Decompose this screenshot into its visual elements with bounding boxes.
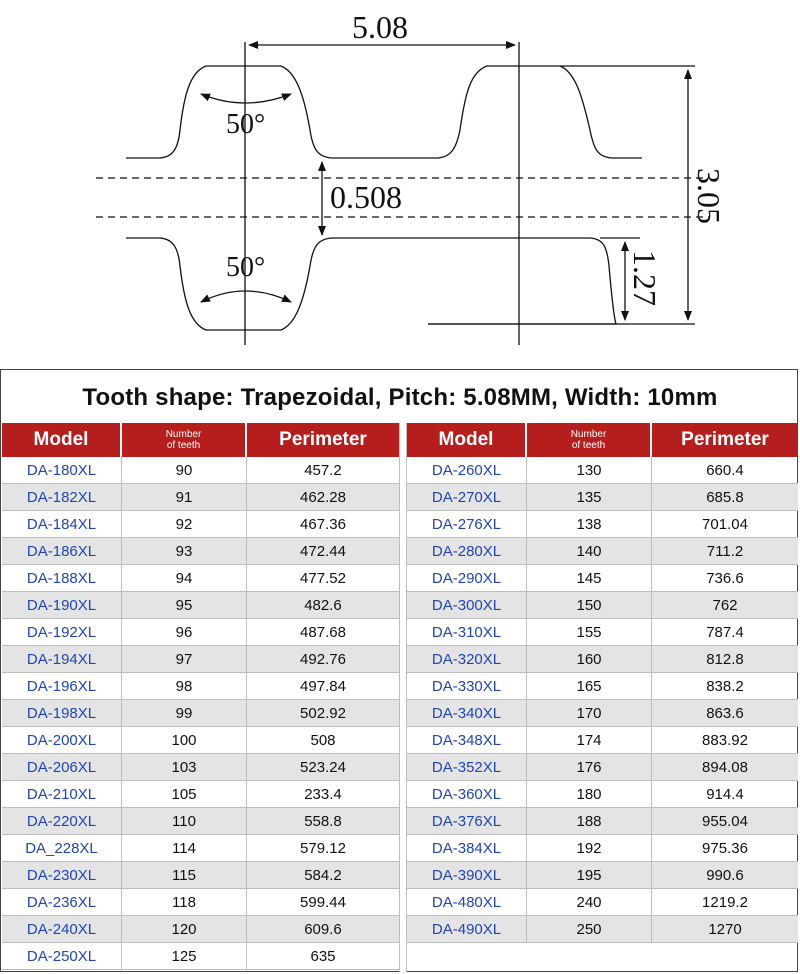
model-cell: DA-210XL <box>2 781 122 807</box>
perimeter-cell: 711.2 <box>706 542 744 560</box>
table-row <box>2 889 399 916</box>
table-row <box>2 484 399 511</box>
perimeter-cell: 635 <box>310 947 336 965</box>
teeth-cell: 174 <box>527 727 652 753</box>
model-cell: DA-250XL <box>2 943 122 969</box>
table-row <box>407 619 798 646</box>
perimeter-cell: 914.4 <box>706 785 744 803</box>
teeth-cell: 91 <box>122 484 247 510</box>
header-teeth: Number of teeth <box>527 423 652 457</box>
model-cell: DA-184XL <box>2 511 122 537</box>
perimeter-cell: 701.04 <box>702 515 748 533</box>
teeth-cell: 150 <box>527 592 652 618</box>
perimeter-cell: 558.8 <box>304 812 342 830</box>
model-cell: DA-300XL <box>407 592 527 618</box>
perimeter-cell: 975.36 <box>702 839 748 857</box>
model-cell: DA-280XL <box>407 538 527 564</box>
model-cell: DA-360XL <box>407 781 527 807</box>
table-row <box>407 511 798 538</box>
perimeter-cell: 609.6 <box>304 920 342 938</box>
left-table <box>2 423 399 970</box>
table-row <box>2 457 399 484</box>
teeth-cell: 125 <box>122 943 247 969</box>
perimeter-cell: 955.04 <box>702 812 748 830</box>
model-cell: DA-340XL <box>407 700 527 726</box>
teeth-cell: 250 <box>527 916 652 942</box>
model-cell: DA-260XL <box>407 457 527 483</box>
teeth-cell: 240 <box>527 889 652 915</box>
teeth-cell: 155 <box>527 619 652 645</box>
teeth-cell: 92 <box>122 511 247 537</box>
perimeter-cell: 472.44 <box>300 542 346 560</box>
table-row <box>2 565 399 592</box>
lower-angle-arc <box>201 291 291 302</box>
perimeter-cell: 502.92 <box>300 704 346 722</box>
perimeter-cell: 599.44 <box>300 893 346 911</box>
perimeter-cell: 812.8 <box>706 650 744 668</box>
header-perimeter: Perimeter <box>279 429 367 450</box>
table-row <box>2 754 399 781</box>
teeth-cell: 99 <box>122 700 247 726</box>
left-table-body <box>2 457 399 970</box>
model-cell: DA-276XL <box>407 511 527 537</box>
teeth-cell: 145 <box>527 565 652 591</box>
model-cell: DA-352XL <box>407 754 527 780</box>
perimeter-cell: 685.8 <box>706 488 744 506</box>
teeth-cell: 188 <box>527 808 652 834</box>
table-row <box>2 511 399 538</box>
perimeter-cell: 467.36 <box>300 515 346 533</box>
perimeter-cell: 787.4 <box>706 623 744 641</box>
teeth-cell: 192 <box>527 835 652 861</box>
table-title: Tooth shape: Trapezoidal, Pitch: 5.08MM, Width: 10mm <box>82 384 718 411</box>
perimeter-cell: 660.4 <box>706 461 744 479</box>
teeth-cell: 118 <box>122 889 247 915</box>
teeth-cell: 103 <box>122 754 247 780</box>
header-model: Model <box>407 423 527 457</box>
upper-belt-profile <box>126 66 642 158</box>
model-cell: DA-230XL <box>2 862 122 888</box>
perimeter-cell: 863.6 <box>706 704 744 722</box>
teeth-cell: 176 <box>527 754 652 780</box>
perimeter-cell: 492.76 <box>300 650 346 668</box>
model-cell: DA-180XL <box>2 457 122 483</box>
table-row <box>2 835 399 862</box>
perimeter-cell: 497.84 <box>300 677 346 695</box>
table-row <box>407 862 798 889</box>
model-cell: DA-192XL <box>2 619 122 645</box>
table-row <box>2 916 399 943</box>
model-cell: DA-310XL <box>407 619 527 645</box>
lower-angle-label: 50° <box>226 252 266 283</box>
perimeter-cell: 482.6 <box>304 596 342 614</box>
perimeter-cell: 579.12 <box>300 839 346 857</box>
teeth-cell: 138 <box>527 511 652 537</box>
perimeter-cell: 1270 <box>708 920 742 938</box>
column-separator <box>399 423 407 972</box>
lower-belt-profile <box>126 238 616 330</box>
model-cell: DA-490XL <box>407 916 527 942</box>
teeth-cell: 130 <box>527 457 652 483</box>
table-row <box>2 700 399 727</box>
table-row <box>407 916 798 943</box>
model-cell: DA-384XL <box>407 835 527 861</box>
model-cell: DA-194XL <box>2 646 122 672</box>
table-row <box>407 457 798 484</box>
table-row <box>407 538 798 565</box>
total-height-label: 3.05 <box>691 168 727 224</box>
perimeter-cell: 508 <box>310 731 336 749</box>
table-row <box>2 781 399 808</box>
teeth-cell: 105 <box>122 781 247 807</box>
upper-angle-arc <box>201 94 291 103</box>
teeth-cell: 170 <box>527 700 652 726</box>
right-table-header <box>407 423 798 457</box>
perimeter-cell: 762 <box>712 596 738 614</box>
model-cell: DA-240XL <box>2 916 122 942</box>
model-cell: DA-206XL <box>2 754 122 780</box>
right-table <box>407 423 798 943</box>
teeth-cell: 114 <box>122 835 247 861</box>
table-row <box>2 862 399 889</box>
model-cell: DA-376XL <box>407 808 527 834</box>
perimeter-cell: 487.68 <box>300 623 346 641</box>
model-cell: DA-200XL <box>2 727 122 753</box>
model-cell: DA-198XL <box>2 700 122 726</box>
table-row <box>2 538 399 565</box>
model-cell: DA-190XL <box>2 592 122 618</box>
teeth-cell: 135 <box>527 484 652 510</box>
teeth-cell: 100 <box>122 727 247 753</box>
model-cell: DA-186XL <box>2 538 122 564</box>
teeth-cell: 140 <box>527 538 652 564</box>
pitch-label: 5.08 <box>352 9 408 45</box>
table-row <box>2 646 399 673</box>
table-row <box>407 484 798 511</box>
table-row <box>407 781 798 808</box>
perimeter-cell: 1219.2 <box>702 893 748 911</box>
model-cell: DA-348XL <box>407 727 527 753</box>
model-cell: DA-290XL <box>407 565 527 591</box>
model-cell: DA-236XL <box>2 889 122 915</box>
perimeter-cell: 233.4 <box>304 785 342 803</box>
teeth-cell: 195 <box>527 862 652 888</box>
perimeter-cell: 457.2 <box>304 461 342 479</box>
model-cell: DA-390XL <box>407 862 527 888</box>
teeth-cell: 96 <box>122 619 247 645</box>
teeth-cell: 115 <box>122 862 247 888</box>
perimeter-cell: 883.92 <box>702 731 748 749</box>
table-row <box>2 943 399 970</box>
teeth-cell: 160 <box>527 646 652 672</box>
table-row <box>407 565 798 592</box>
teeth-cell: 94 <box>122 565 247 591</box>
upper-angle-label: 50° <box>226 109 266 140</box>
perimeter-cell: 736.6 <box>706 569 744 587</box>
model-cell: DA_228XL <box>2 835 122 861</box>
model-cell: DA-320XL <box>407 646 527 672</box>
table-row <box>407 700 798 727</box>
table-row <box>407 835 798 862</box>
teeth-cell: 93 <box>122 538 247 564</box>
table-row <box>407 808 798 835</box>
model-cell: DA-188XL <box>2 565 122 591</box>
table-row <box>2 808 399 835</box>
perimeter-cell: 894.08 <box>702 758 748 776</box>
tooth-profile-diagram <box>0 0 800 366</box>
model-cell: DA-196XL <box>2 673 122 699</box>
perimeter-cell: 477.52 <box>300 569 346 587</box>
teeth-cell: 120 <box>122 916 247 942</box>
thickness-label: 0.508 <box>330 179 402 215</box>
perimeter-cell: 584.2 <box>304 866 342 884</box>
teeth-cell: 110 <box>122 808 247 834</box>
model-cell: DA-220XL <box>2 808 122 834</box>
model-cell: DA-270XL <box>407 484 527 510</box>
right-table-body <box>407 457 798 943</box>
table-row <box>407 592 798 619</box>
model-cell: DA-182XL <box>2 484 122 510</box>
model-cell: DA-330XL <box>407 673 527 699</box>
perimeter-cell: 462.28 <box>300 488 346 506</box>
table-row <box>2 673 399 700</box>
teeth-cell: 165 <box>527 673 652 699</box>
table-row <box>407 673 798 700</box>
table-row <box>2 592 399 619</box>
header-perimeter: Perimeter <box>681 429 769 450</box>
table-row <box>407 754 798 781</box>
perimeter-cell: 838.2 <box>706 677 744 695</box>
model-cell: DA-480XL <box>407 889 527 915</box>
tooth-height-label: 1.27 <box>627 250 663 306</box>
table-row <box>2 619 399 646</box>
table-row <box>2 727 399 754</box>
header-model: Model <box>2 423 122 457</box>
teeth-cell: 95 <box>122 592 247 618</box>
table-row <box>407 889 798 916</box>
header-teeth: Number of teeth <box>122 423 247 457</box>
left-table-header <box>2 423 399 457</box>
teeth-cell: 98 <box>122 673 247 699</box>
table-row <box>407 646 798 673</box>
perimeter-cell: 523.24 <box>300 758 346 776</box>
teeth-cell: 180 <box>527 781 652 807</box>
teeth-cell: 97 <box>122 646 247 672</box>
teeth-cell: 90 <box>122 457 247 483</box>
perimeter-cell: 990.6 <box>706 866 744 884</box>
table-row <box>407 727 798 754</box>
